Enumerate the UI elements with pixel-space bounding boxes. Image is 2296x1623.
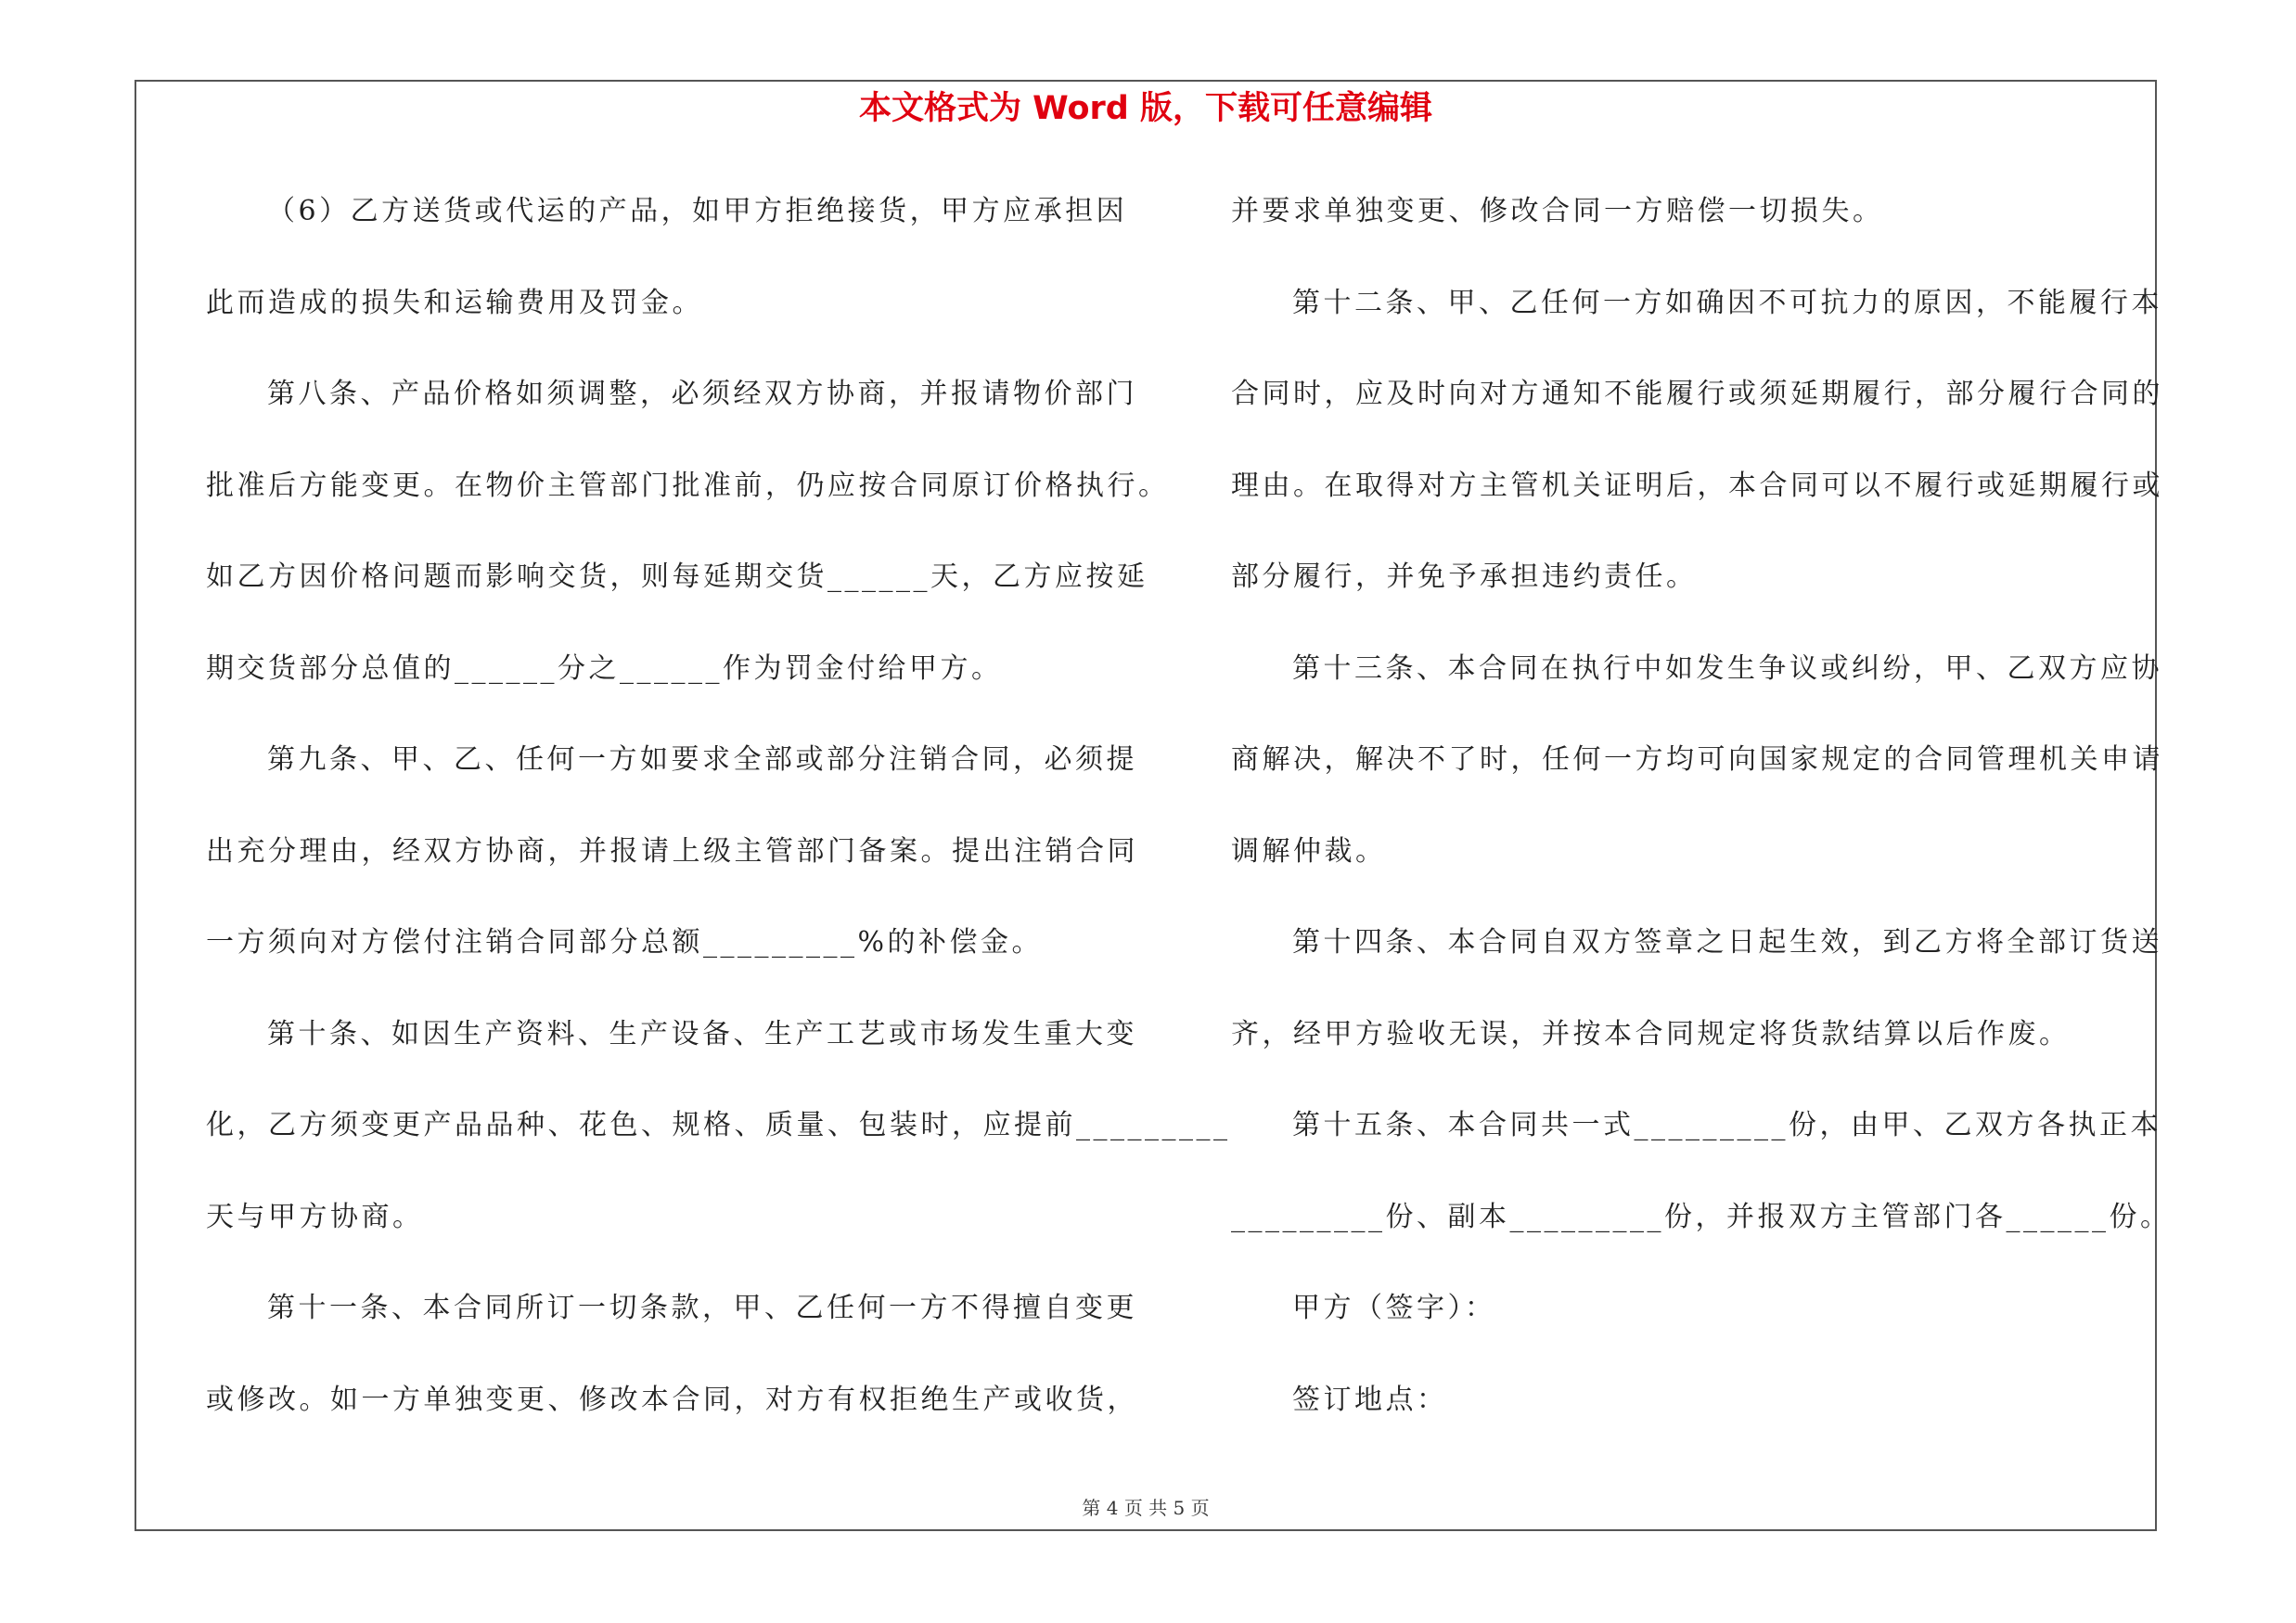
text-line: 第十五条、本合同共一式_________份，由甲、乙双方各执正本 [1292,1109,2161,1141]
text-line: 如乙方因价格问题而影响交货，则每延期交货______天，乙方应按延 [206,560,1148,593]
text-line: 期交货部分总值的______分之______作为罚金付给甲方。 [206,651,1003,685]
text-line: 第十三条、本合同在执行中如发生争议或纠纷，甲、乙双方应协 [1292,651,2162,685]
text-line: 调解仲裁。 [1231,834,1387,868]
text-line: 第十条、如因生产资料、生产设备、生产工艺或市场发生重大变 [267,1017,1137,1050]
text-line: 第十二条、甲、乙任何一方如确因不可抗力的原因，不能履行本 [1292,286,2162,319]
text-line: 出充分理由，经双方协商，并报请上级主管部门备案。提出注销合同 [206,834,1138,868]
text-line: 化，乙方须变更产品品种、花色、规格、质量、包装时，应提前_________ [206,1109,1231,1141]
text-line: 齐，经甲方验收无误，并按本合同规定将货款结算以后作废。 [1231,1017,2071,1050]
text-line: 部分履行，并免予承担违约责任。 [1231,560,1698,593]
text-line: 或修改。如一方单独变更、修改本合同，对方有权拒绝生产或收货， [206,1383,1138,1416]
text-line: 一方须向对方偿付注销合同部分总额_________%的补偿金。 [206,926,1044,959]
text-line: 第九条、甲、乙、任何一方如要求全部或部分注销合同，必须提 [267,743,1137,776]
text-line: 第十四条、本合同自双方签章之日起生效，到乙方将全部订货送 [1292,926,2162,959]
text-line: 并要求单独变更、修改合同一方赔偿一切损失。 [1231,195,1884,227]
text-line: 合同时，应及时向对方通知不能履行或须延期履行，部分履行合同的 [1231,378,2163,410]
word-format-banner: 本文格式为 Word 版，下载可任意编辑 [858,90,1433,127]
text-line: 理由。在取得对方主管机关证明后，本合同可以不履行或延期履行或 [1231,469,2163,502]
text-line: 商解决，解决不了时，任何一方均可向国家规定的合同管理机关申请 [1231,743,2163,776]
text-line: 第十一条、本合同所订一切条款，甲、乙任何一方不得擅自变更 [267,1292,1137,1324]
right-text-column [1231,184,2172,1463]
left-text-column [206,184,1231,1463]
text-line: 签订地点： [1292,1383,1448,1416]
text-line: 天与甲方协商。 [206,1200,424,1233]
text-line: 第八条、产品价格如须调整，必须经双方协商，并报请物价部门 [267,378,1137,410]
text-line: _________份、副本_________份，并报双方主管部门各______份。 [1231,1200,2172,1233]
text-line: （6）乙方送货或代运的产品，如甲方拒绝接货，甲方应承担因 [267,195,1128,227]
text-line: 甲方（签字）： [1292,1292,1496,1324]
text-line: 批准后方能变更。在物价主管部门批准前，仍应按合同原订价格执行。 [206,469,1170,502]
page-number-footer: 第 4 页 共 5 页 [1082,1497,1210,1519]
text-line: 此而造成的损失和运输费用及罚金。 [206,286,703,319]
